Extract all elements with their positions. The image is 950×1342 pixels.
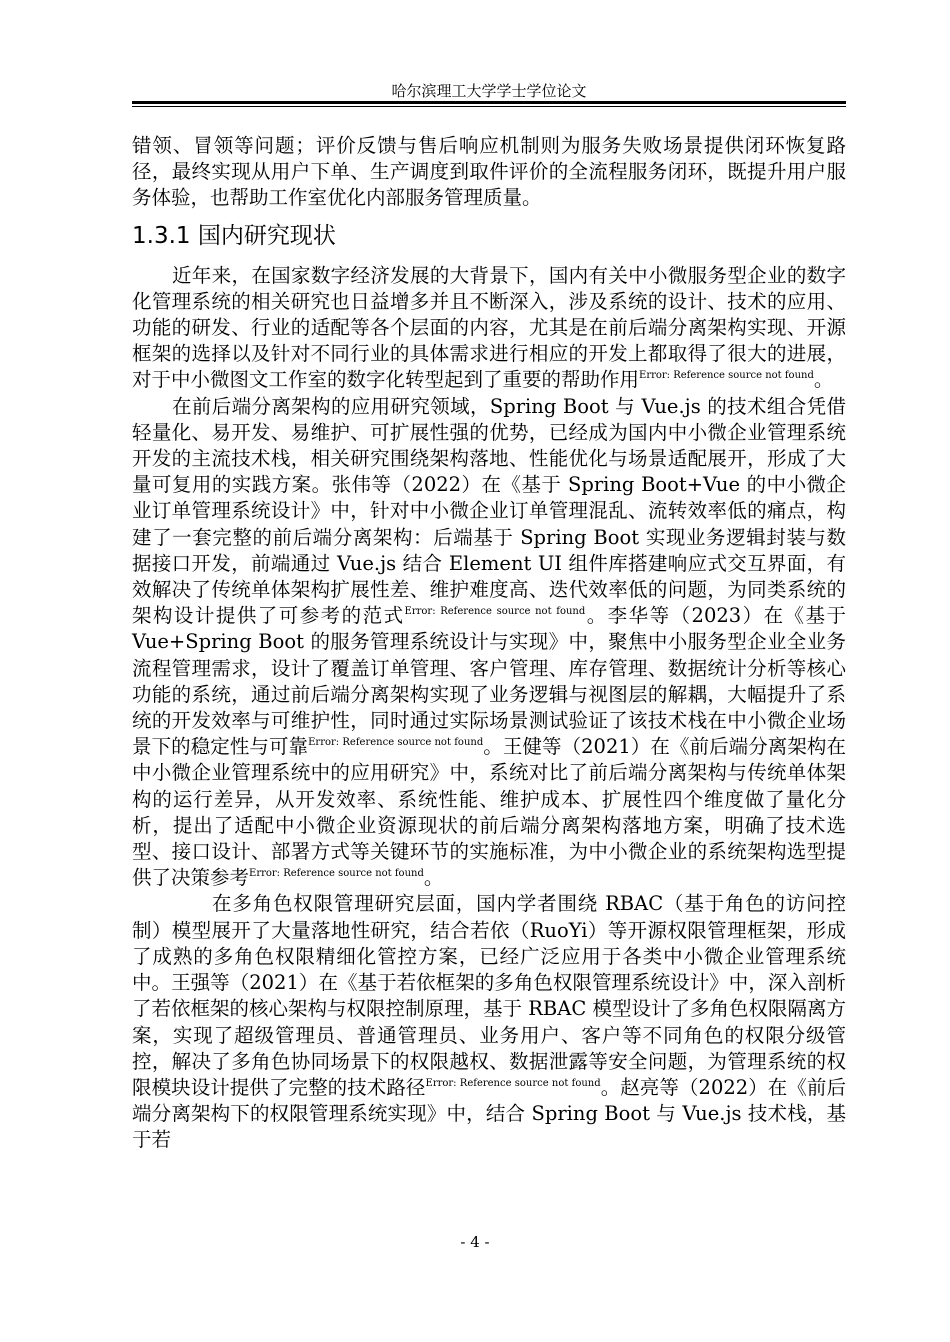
paragraph-permission-research [132, 891, 846, 1153]
citation-error: Error: Reference source not found [249, 868, 424, 880]
running-header: 哈尔滨理工大学学士学位论文 [391, 82, 587, 100]
citation-error: Error: Reference source not found [639, 370, 814, 382]
paragraph-text: 。王健等（2021）在《前后端分离架构在中小微企业管理系统中的应用研究》中，系统对比了前后端分离架构与传统单体架构的运行差异，从开发效率、系统性能、维护成本、扩展性四个维度做了量化分析，提出了适配中小微企业资源现状的前后端分离架构落地方案，明确了技术选型、接口设计、部署方式等关键环节的实施标准，为中小微企业的系统架构选型提供了决策参考 [132, 735, 846, 890]
section-heading: 1.3.1 国内研究现状 [132, 222, 336, 249]
paragraph-end-mark: 。 [423, 866, 444, 890]
paragraph-text: 在多角色权限管理研究层面，国内学者围绕 RBAC（基于角色的访问控制）模型展开了大量落地性研究，结合若依（RuoYi）等开源权限管理框架，形成了成熟的多角色权限精细化管控方案，已经广泛应用于各类中小微企业管理系统中。王强等（2021）在《基于若依框架的多角色权限管理系统设计》中，深入剖析了若依框架的核心架构与权限控制原理，基于 RBAC 模型设计了多角色权限隔离方案，实现了超级管理员、普通管理员、业务用户、客户等不同角色的权限分级管控，解决了多角色协同场景下的权限越权、数据泄露等安全问题，为管理系统的权限模块设计提供了完整的技术路径 [132, 892, 846, 1099]
paragraph-architecture-research [132, 394, 846, 892]
paragraph-end-mark: 。 [813, 368, 834, 392]
paragraph-text: 。李华等（2023）在《基于 Vue+Spring Boot 的服务管理系统设计与实现》中，聚焦中小服务型企业全业务流程管理需求，设计了覆盖订单管理、客户管理、库存管理、数据统计分析等核心功能的系统，通过前后端分离架构实现了业务逻辑与视图层的解耦，大幅提升了系统的开发效率与可维护性，同时通过实际场景测试验证了该技术栈在中小微企业场景下的稳定性与可靠 [132, 604, 846, 759]
paragraph-text: 在前后端分离架构的应用研究领域，Spring Boot 与 Vue.js 的技术组合凭借轻量化、易开发、易维护、可扩展性强的优势，已经成为国内中小微企业管理系统开发的主流技术栈，相关研究围绕架构落地、性能优化与场景适配展开，形成了大量可复用的实践方案。张伟等（2022）在《基于 Spring Boot+Vue 的中小微企业订单管理系统设计》中，针对中小微企业订单管理混乱、流转效率低的痛点，构建了一套完整的前后端分离架构：后端基于 Spring Boot 实现业务逻辑封装与数据接口开发，前端通过 Vue.js 结合 Element UI 组件库搭建响应式交互界面，有效解决了传统单体架构扩展性差、维护难度高、迭代效率低的问题，为同类系统的架构设计提供了可参考的范式 [132, 394, 846, 628]
page-number: - 4 - [460, 1233, 490, 1251]
citation-error: Error: Reference source not found [308, 737, 484, 749]
paragraph-continued: 错领、冒领等问题；评价反馈与售后响应机制则为服务失败场景提供闭环恢复路径，最终实现从用户下单、生产调度到取件评价的全流程服务闭环，既提升用户服务体验，也帮助工作室优化内部服务管理质量。 [132, 134, 846, 210]
citation-error: Error: Reference source not found [404, 606, 586, 618]
header-rule-thick [132, 101, 846, 104]
paragraph-domestic-overview [132, 263, 846, 394]
page-body [132, 133, 846, 1154]
paragraph-text: 。赵亮等（2022）在《前后端分离架构下的权限管理系统实现》中，结合 Spring Boot 与 Vue.js 技术栈，基于若 [132, 1075, 847, 1152]
paragraph-text: 近年来，在国家数字经济发展的大背景下，国内有关中小微服务型企业的数字化管理系统的相关研究也日益增多并且不断深入，涉及系统的设计、技术的应用、功能的研发、行业的适配等各个层面的内容，尤其是在前后端分离架构实现、开源框架的选择以及针对不同行业的具体需求进行相应的开发上都取得了很大的进展，对于中小微图文工作室的数字化转型起到了重要的帮助作用 [132, 263, 846, 392]
citation-error: Error: Reference source not found [425, 1077, 601, 1089]
header-rule-thin [132, 106, 846, 107]
